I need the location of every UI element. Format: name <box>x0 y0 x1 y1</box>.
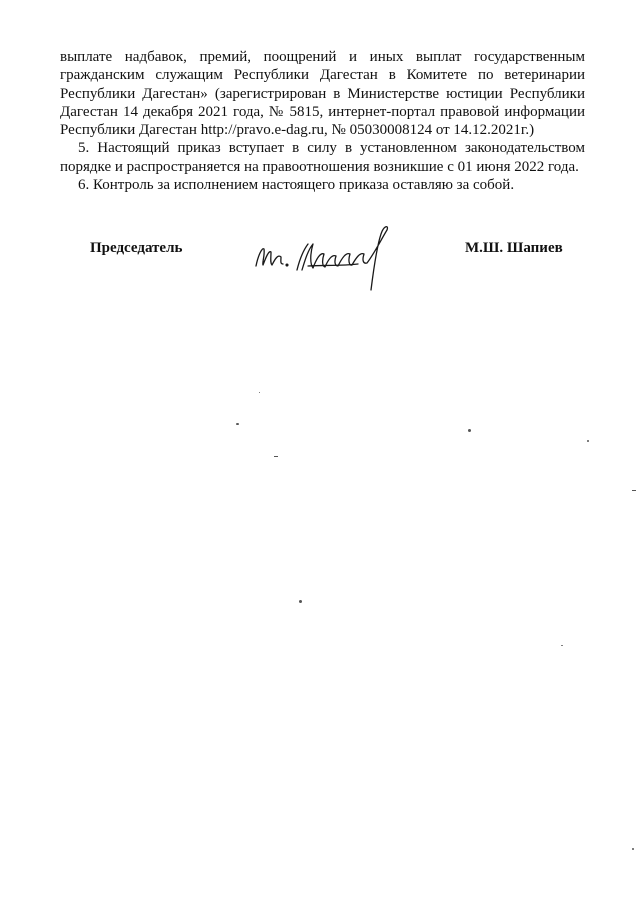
paragraph-continuation <box>60 48 585 139</box>
scan-speck <box>274 456 278 457</box>
signatory-position: Председатель <box>90 240 183 256</box>
scan-speck <box>259 392 260 393</box>
scan-speck <box>632 490 636 491</box>
text-line: 6. Контроль за исполнением настоящего приказа оставляю за собой. <box>78 177 515 194</box>
text-line: Республики Дагестан» (зарегистрирован в Министерстве юстиции Республики <box>60 85 585 102</box>
text-line: порядке и распространяется на правоотношения возникшие с 01 июня 2022 года. <box>60 158 579 175</box>
scan-speck <box>236 423 239 425</box>
text-line: Республики Дагестан http://pravo.e-dag.ru, № 05030008124 от 14.12.2021г.) <box>60 122 535 139</box>
text-line: 5. Настоящий приказ вступает в силу в установленном законодательством <box>78 140 585 157</box>
text-line: Дагестан 14 декабря 2021 года, № 5815, интернет-портал правовой информации <box>60 103 585 120</box>
handwritten-signature <box>250 222 395 294</box>
paragraph-5 <box>60 139 585 176</box>
paragraph-6 <box>60 176 585 194</box>
text-line: гражданским служащим Республики Дагестан в Комитете по ветеринарии <box>60 67 585 84</box>
scan-speck <box>632 848 634 850</box>
scan-speck <box>468 429 471 432</box>
document-body <box>60 48 585 194</box>
scan-speck <box>587 440 589 442</box>
text-line: выплате надбавок, премий, поощрений и иных выплат государственным <box>60 49 585 65</box>
signatory-name: М.Ш. Шапиев <box>465 240 563 256</box>
scan-speck <box>561 645 563 646</box>
scan-speck <box>299 600 302 603</box>
